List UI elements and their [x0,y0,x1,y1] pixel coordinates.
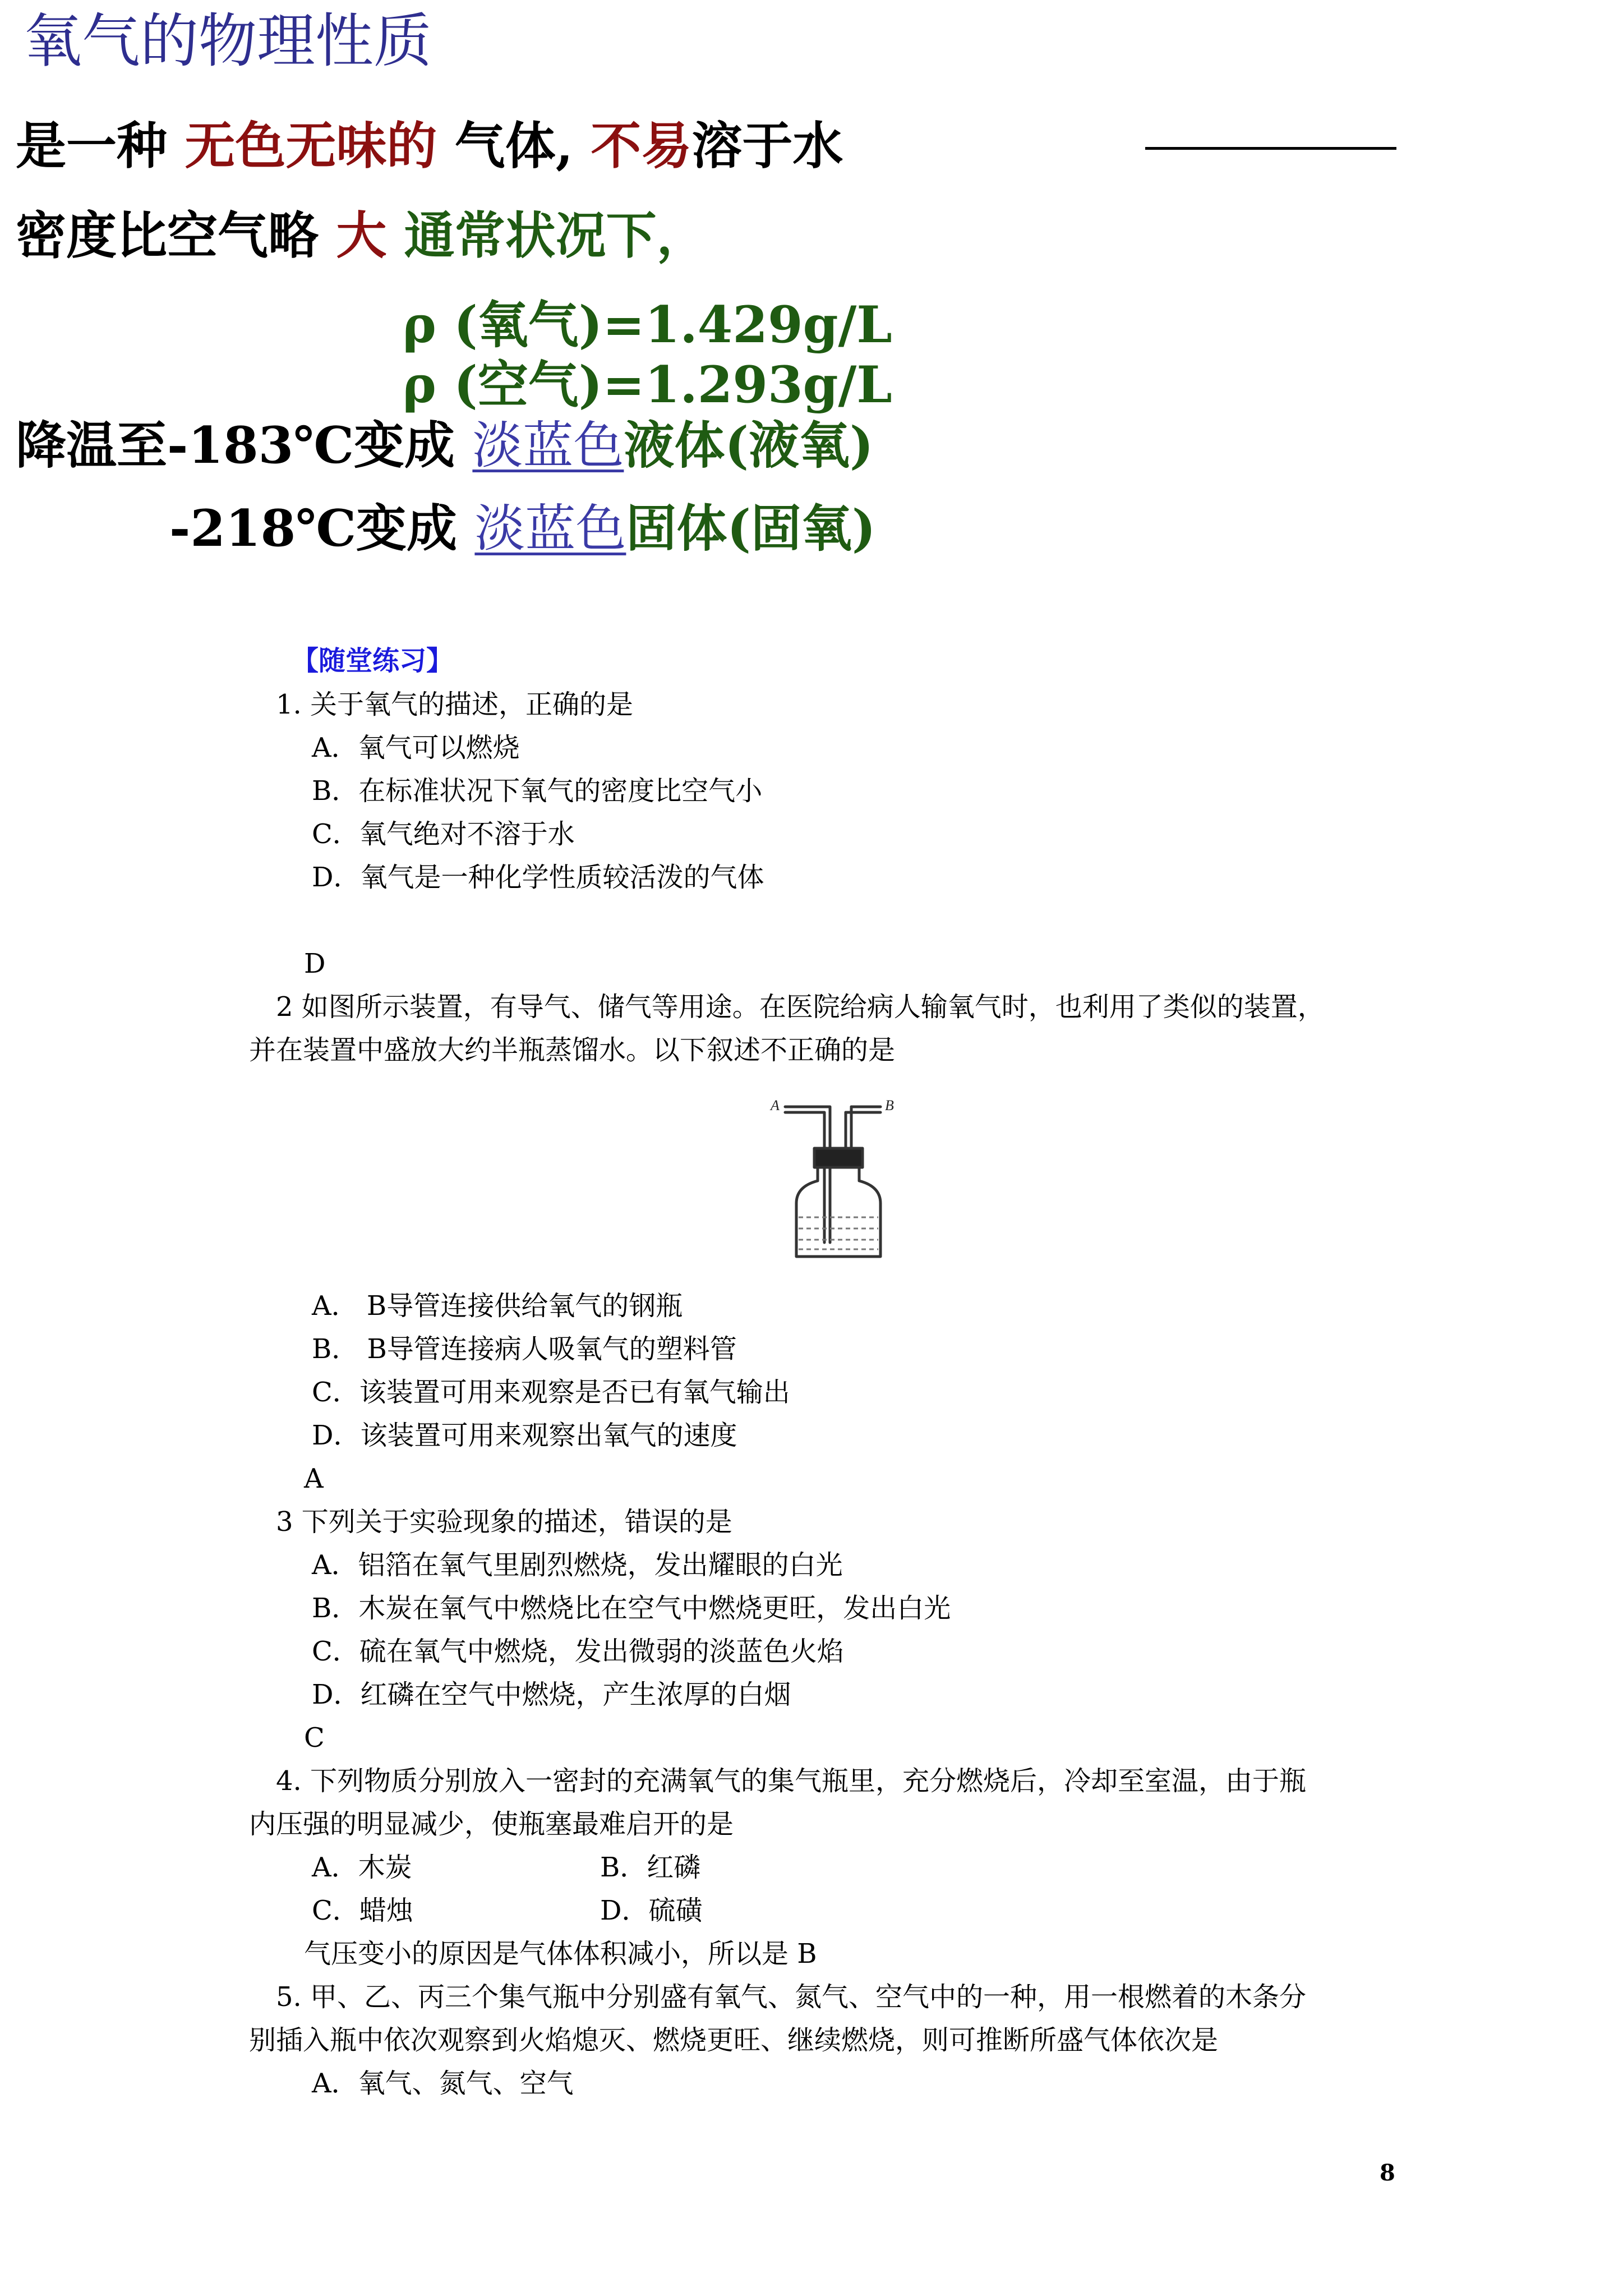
q1-option-c: C．氧气绝对不溶于水 [312,818,575,850]
liquid-oxygen-text: 液体(液氧) [624,416,874,475]
denser-text: 大 [336,206,387,265]
figure-label-a: A [771,1097,780,1114]
not-easily-text: 不易 [591,116,692,176]
property-line-1 [16,116,843,176]
q4-stem-line-2: 内压强的明显减少，使瓶塞最难启开的是 [249,1809,734,1840]
q4-explanation: 气压变小的原因是气体体积减小，所以是 B [304,1938,817,1970]
figure-label-b: B [885,1097,894,1114]
q1-option-b: B．在标准状况下氧气的密度比空气小 [312,775,763,807]
text-segment: 密度比空气略 [16,206,336,265]
colorless-odorless-text: 无色无味的 [185,116,437,176]
q2-answer: A [304,1463,324,1494]
q5-stem-line-2: 别插入瓶中依次观察到火焰熄灭、燃烧更旺、继续燃烧，则可推断所盛气体依次是 [249,2024,1219,2056]
property-line-5 [16,415,874,476]
q3-answer: C [304,1722,325,1754]
q2-stem-line-1: 2 如图所示装置，有导气、储气等用途。在医院给病人输氧气时，也利用了类似的装置， [276,991,1325,1023]
q4-option-d: D．硫磺 [600,1895,703,1926]
q3-option-d: D．红磷在空气中燃烧，产生浓厚的白烟 [312,1679,791,1710]
text-segment: 降温至-183℃变成 [16,416,473,475]
q3-option-c: C．硫在氧气中燃烧，发出微弱的淡蓝色火焰 [312,1636,844,1667]
q2-option-a: A． B导管连接供给氧气的钢瓶 [312,1290,683,1322]
pale-blue-link[interactable]: 淡蓝色 [474,499,626,558]
q1-option-a: A．氧气可以燃烧 [312,732,520,763]
normal-conditions-text: 通常状况下， [386,206,707,265]
solid-oxygen-text: 固体(固氧) [626,499,876,558]
answer-blank-line [1145,147,1396,150]
q3-option-a: A．铝箔在氧气里剧烈燃烧，发出耀眼的白光 [312,1549,843,1581]
pale-blue-link[interactable]: 淡蓝色 [472,416,624,475]
q2-option-b: B． B导管连接病人吸氧气的塑料管 [312,1333,737,1365]
exercise-heading: 【随堂练习】 [292,645,454,677]
q3-option-b: B．木炭在氧气中燃烧比在空气中燃烧更旺，发出白光 [312,1593,951,1624]
q2-option-c: C．该装置可用来观察是否已有氧气输出 [312,1377,790,1408]
slide-title: 氧气的物理性质 [24,7,432,75]
q1-option-d: D．氧气是一种化学性质较活泼的气体 [312,862,764,893]
q4-option-c: C．蜡烛 [312,1895,413,1926]
q5-stem-line-1: 5. 甲、乙、丙三个集气瓶中分别盛有氧气、氮气、空气中的一种，用一根燃着的木条分 [276,1981,1307,2013]
text-segment: 是一种 [16,116,185,176]
text-segment: 气体, [437,116,591,176]
q1-answer: D [304,948,326,979]
q2-option-d: D．该装置可用来观察出氧气的速度 [312,1420,737,1451]
q4-option-b: B．红磷 [600,1852,701,1883]
property-line-2 [16,205,707,266]
page-number: 8 [1380,2160,1395,2186]
oxygen-density: ρ (氧气)=1.429g/L [403,295,892,355]
q1-stem: 1. 关于氧气的描述，正确的是 [276,689,634,720]
text-segment: -218℃变成 [169,499,475,558]
property-line-6 [169,498,876,559]
q3-stem: 3 下列关于实验现象的描述，错误的是 [276,1506,732,1538]
q5-option-a: A．氧气、氮气、空气 [312,2068,574,2099]
q4-option-a: A．木炭 [312,1852,412,1883]
air-density: ρ (空气)=1.293g/L [403,355,892,415]
gas-washing-bottle-figure [763,1097,909,1265]
text-segment: 溶于水 [691,116,843,176]
q2-stem-line-2: 并在装置中盛放大约半瓶蒸馏水。以下叙述不正确的是 [249,1034,896,1066]
q4-stem-line-1: 4. 下列物质分别放入一密封的充满氧气的集气瓶里，充分燃烧后，冷却至室温，由于瓶 [276,1765,1307,1797]
